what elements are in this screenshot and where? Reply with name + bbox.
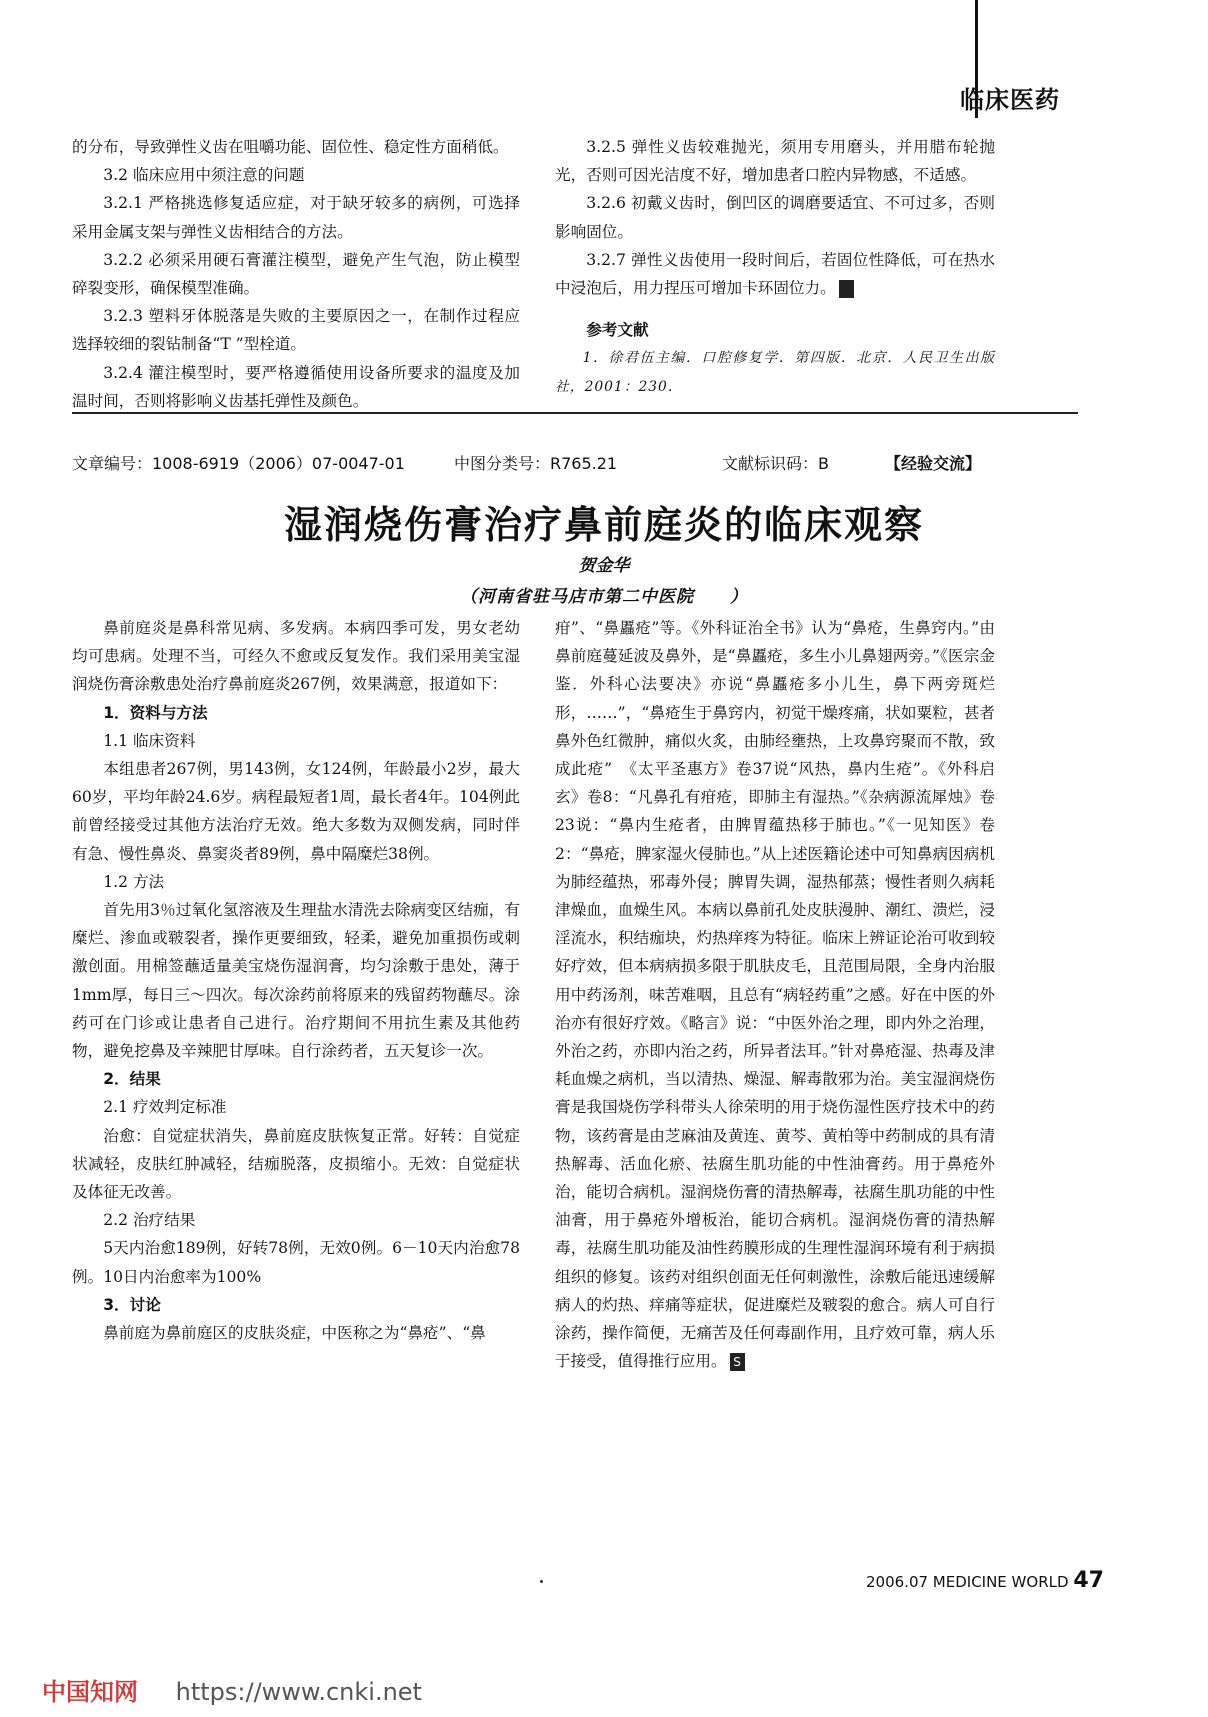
paragraph: 5天内治愈189例，好转78例，无效0例。6－10天内治愈78例。10日内治愈率为100% [72,1239,520,1286]
paragraph: 3.2.1 严格挑选修复适应症，对于缺牙较多的病例，可选择采用金属支架与弹性义齿相结合的方法。 [72,194,520,241]
paragraph-text: 疳”、“鼻䘌疮”等。《外科证治全书》认为“鼻疮，生鼻窍内。”由鼻前庭蔓延波及鼻外，是“鼻䘌疮，多生小儿鼻翅两旁。”《医宗金鉴．外科心法要决》亦说“鼻䘌疮多小儿生，鼻下两旁斑烂形，……”，“鼻疮生于鼻窍内，初觉干燥疼痛，状如粟粒，甚者鼻外色红微肿，痛似火炙，由肺经壅热，上攻鼻窍聚而不散，致成此疮” 《太平圣惠方》卷37说“风热，鼻内生疮”。《外科启玄》卷8：“凡鼻孔有疳疮，即肺主有湿热。”《杂病源流犀烛》卷23说：“鼻内生疮者，由脾胃蕴热移于肺也。”《一见知医》卷2：“鼻疮，脾家湿火侵肺也。”从上述医籍论述中可知鼻病因病机为肺经蕴热，邪毒外侵；脾胃失调，湿热郁蒸；慢性者则久病耗津燥血，血燥生风。本病以鼻前孔处皮肤漫肿、潮红、溃烂，浸淫流水，积结痂块，灼热痒疼为特征。临床上辨证论治可收到较好疗效，但本病病损多限于肌肤皮毛，且范围局限，全身内治服用中药汤剂，味苦难咽，且总有“病轻药重”之感。好在中医的外治亦有很好疗效。《略言》说：“中医外治之理，即内外之治理，外治之药，亦即内治之药，所异者法耳。”针对鼻疮湿、热毒及津耗血燥之病机，当以清热、燥湿、解毒散邪为治。美宝湿润烧伤膏是我国烧伤学科带头人徐荣明的用于烧伤湿性医疗技术中的药物，该药膏是由芝麻油及黄连、黄芩、黄柏等中药制成的具有清热解毒、活血化瘀、祛腐生肌功能的中性油膏药。用于鼻疮外治，能切合病机。湿润烧伤膏的清热解毒，祛腐生肌功能的中性油膏，用于鼻疮外增板治，能切合病机。湿润烧伤膏的清热解毒，祛腐生肌功能及油性药膜形成的生理性湿润环境有利于病损组织的修复。该药对组织创面无任何刺激性，涂敷后能迅速缓解病人的灼热、痒痛等症状，促进糜烂及皲裂的愈合。病人可自行涂药，操作简便，无痛苦及任何毒副作用，且疗效可靠，病人乐于接受，值得推行应用。 [555,619,995,1371]
subsection-heading: 2.1 疗效判定标准 [103,1098,227,1117]
document-code: 文献标识码：B [722,454,829,473]
print-speck [540,1580,543,1583]
paragraph: 治愈：自觉症状消失，鼻前庭皮肤恢复正常。好转：自觉症状减轻，皮肤红肿减轻，结痂脱落，皮损缩小。无效：自觉症状及体征无改善。 [72,1126,520,1202]
subsection-heading: 1.2 方法 [103,872,165,891]
paragraph-text: 3.2.7 弹性义齿使用一段时间后，若固位性降低，可在热水中浸泡后，用力捏压可增加卡环固位力。 [555,250,995,298]
watermark [42,1672,422,1707]
page-number: 47 [1073,1568,1104,1593]
section-heading: 2．结果 [103,1070,161,1089]
section-heading: 1．资料与方法 [103,703,208,722]
paragraph: 3.2 临床应用中须注意的问题 [103,166,305,185]
reference-item: 1．徐君伍主编．口腔修复学．第四版．北京．人民卫生出版社，2001：230． [555,350,995,395]
end-of-article-mark: S [730,1353,745,1371]
paragraph: 鼻前庭炎是鼻科常见病、多发病。本病四季可发，男女老幼均可患病。处理不当，可经久不愈或反复发作。我们采用美宝湿润烧伤膏涂敷患处治疗鼻前庭炎267例，效果满意，报道如下： [72,619,520,694]
end-of-article-mark: S [839,280,854,298]
article-divider [72,412,1078,414]
subsection-heading: 1.1 临床资料 [103,731,196,750]
column-label: 【经验交流】 [885,454,982,473]
subsection-heading: 2.2 治疗结果 [103,1211,196,1230]
article-affiliation: （河南省驻马店市第二中医院 ） [460,587,748,607]
watermark-brand: 中国知网 [42,1678,138,1706]
paragraph: 本组患者267例，男143例，女124例，年龄最小2岁，最大60岁，平均年龄24.6岁。病程最短者1周，最长者4年。104例此前曾经接受过其他方法治疗无效。绝大多数为双侧发病，同时伴有急、慢性鼻炎、鼻窦炎者89例，鼻中隔糜烂38例。 [72,760,520,863]
previous-article-left-column [72,133,520,415]
article-title: 湿润烧伤膏治疗鼻前庭炎的临床观察 [283,503,924,547]
paragraph: 3.2.5 弹性义齿较难抛光，须用专用磨头，并用腊布轮抛光，否则可因光洁度不好，增加患者口腔内异物感，不适感。 [555,138,995,185]
paragraph [555,614,995,1375]
section-heading: 3．讨论 [103,1295,161,1314]
paragraph: 3.2.3 塑料牙体脱落是失败的主要原因之一，在制作过程应选择较细的裂钻制备“T ”型栓道。 [72,307,520,354]
journal-name: 2006.07 MEDICINE WORLD [866,1573,1069,1591]
paragraph: 首先用3％过氧化氢溶液及生理盐水清洗去除病变区结痂，有糜烂、渗血或皲裂者，操作更要细致，轻柔，避免加重损伤或刺激创面。用棉签蘸适量美宝烧伤湿润膏，均匀涂敷于患处，薄于1mm厚，每日三～四次。每次涂药前将原来的残留药物蘸尽。涂药可在门诊或让患者自己进行。治疗期间不用抗生素及其他药物，避免挖鼻及辛辣肥甘厚味。自行涂药者，五天复诊一次。 [72,901,520,1061]
paragraph: 3.2.2 必须采用硬石膏灌注模型，避免产生气泡，防止模型碎裂变形，确保模型准确。 [72,250,520,298]
references-title: 参考文献 [586,321,649,340]
paragraph [555,246,995,302]
classification-number: 中图分类号：R765.21 [454,454,618,473]
watermark-url[interactable]: https://www.cnki.net [175,1678,422,1706]
section-label: 临床医药 [960,86,1060,114]
paragraph: 的分布，导致弹性义齿在咀嚼功能、固位性、稳定性方面稍低。 [72,138,509,156]
previous-article-right-column [555,133,995,401]
paragraph: 鼻前庭为鼻前庭区的皮肤炎症，中医称之为“鼻疮”、“鼻 [103,1324,486,1343]
paragraph: 3.2.4 灌注模型时，要严格遵循使用设备所要求的温度及加温时间，否则将影响义齿基托弹性及颜色。 [72,363,520,410]
article-left-column [72,614,520,1347]
article-right-column [555,614,995,1375]
article-author: 贺金华 [578,556,630,576]
page-footer [866,1568,1104,1593]
article-number: 文章编号：1008-6919（2006）07-0047-01 [72,454,405,473]
paragraph: 3.2.6 初戴义齿时，倒凹区的调磨要适宜、不可过多，否则影响固位。 [555,194,995,241]
